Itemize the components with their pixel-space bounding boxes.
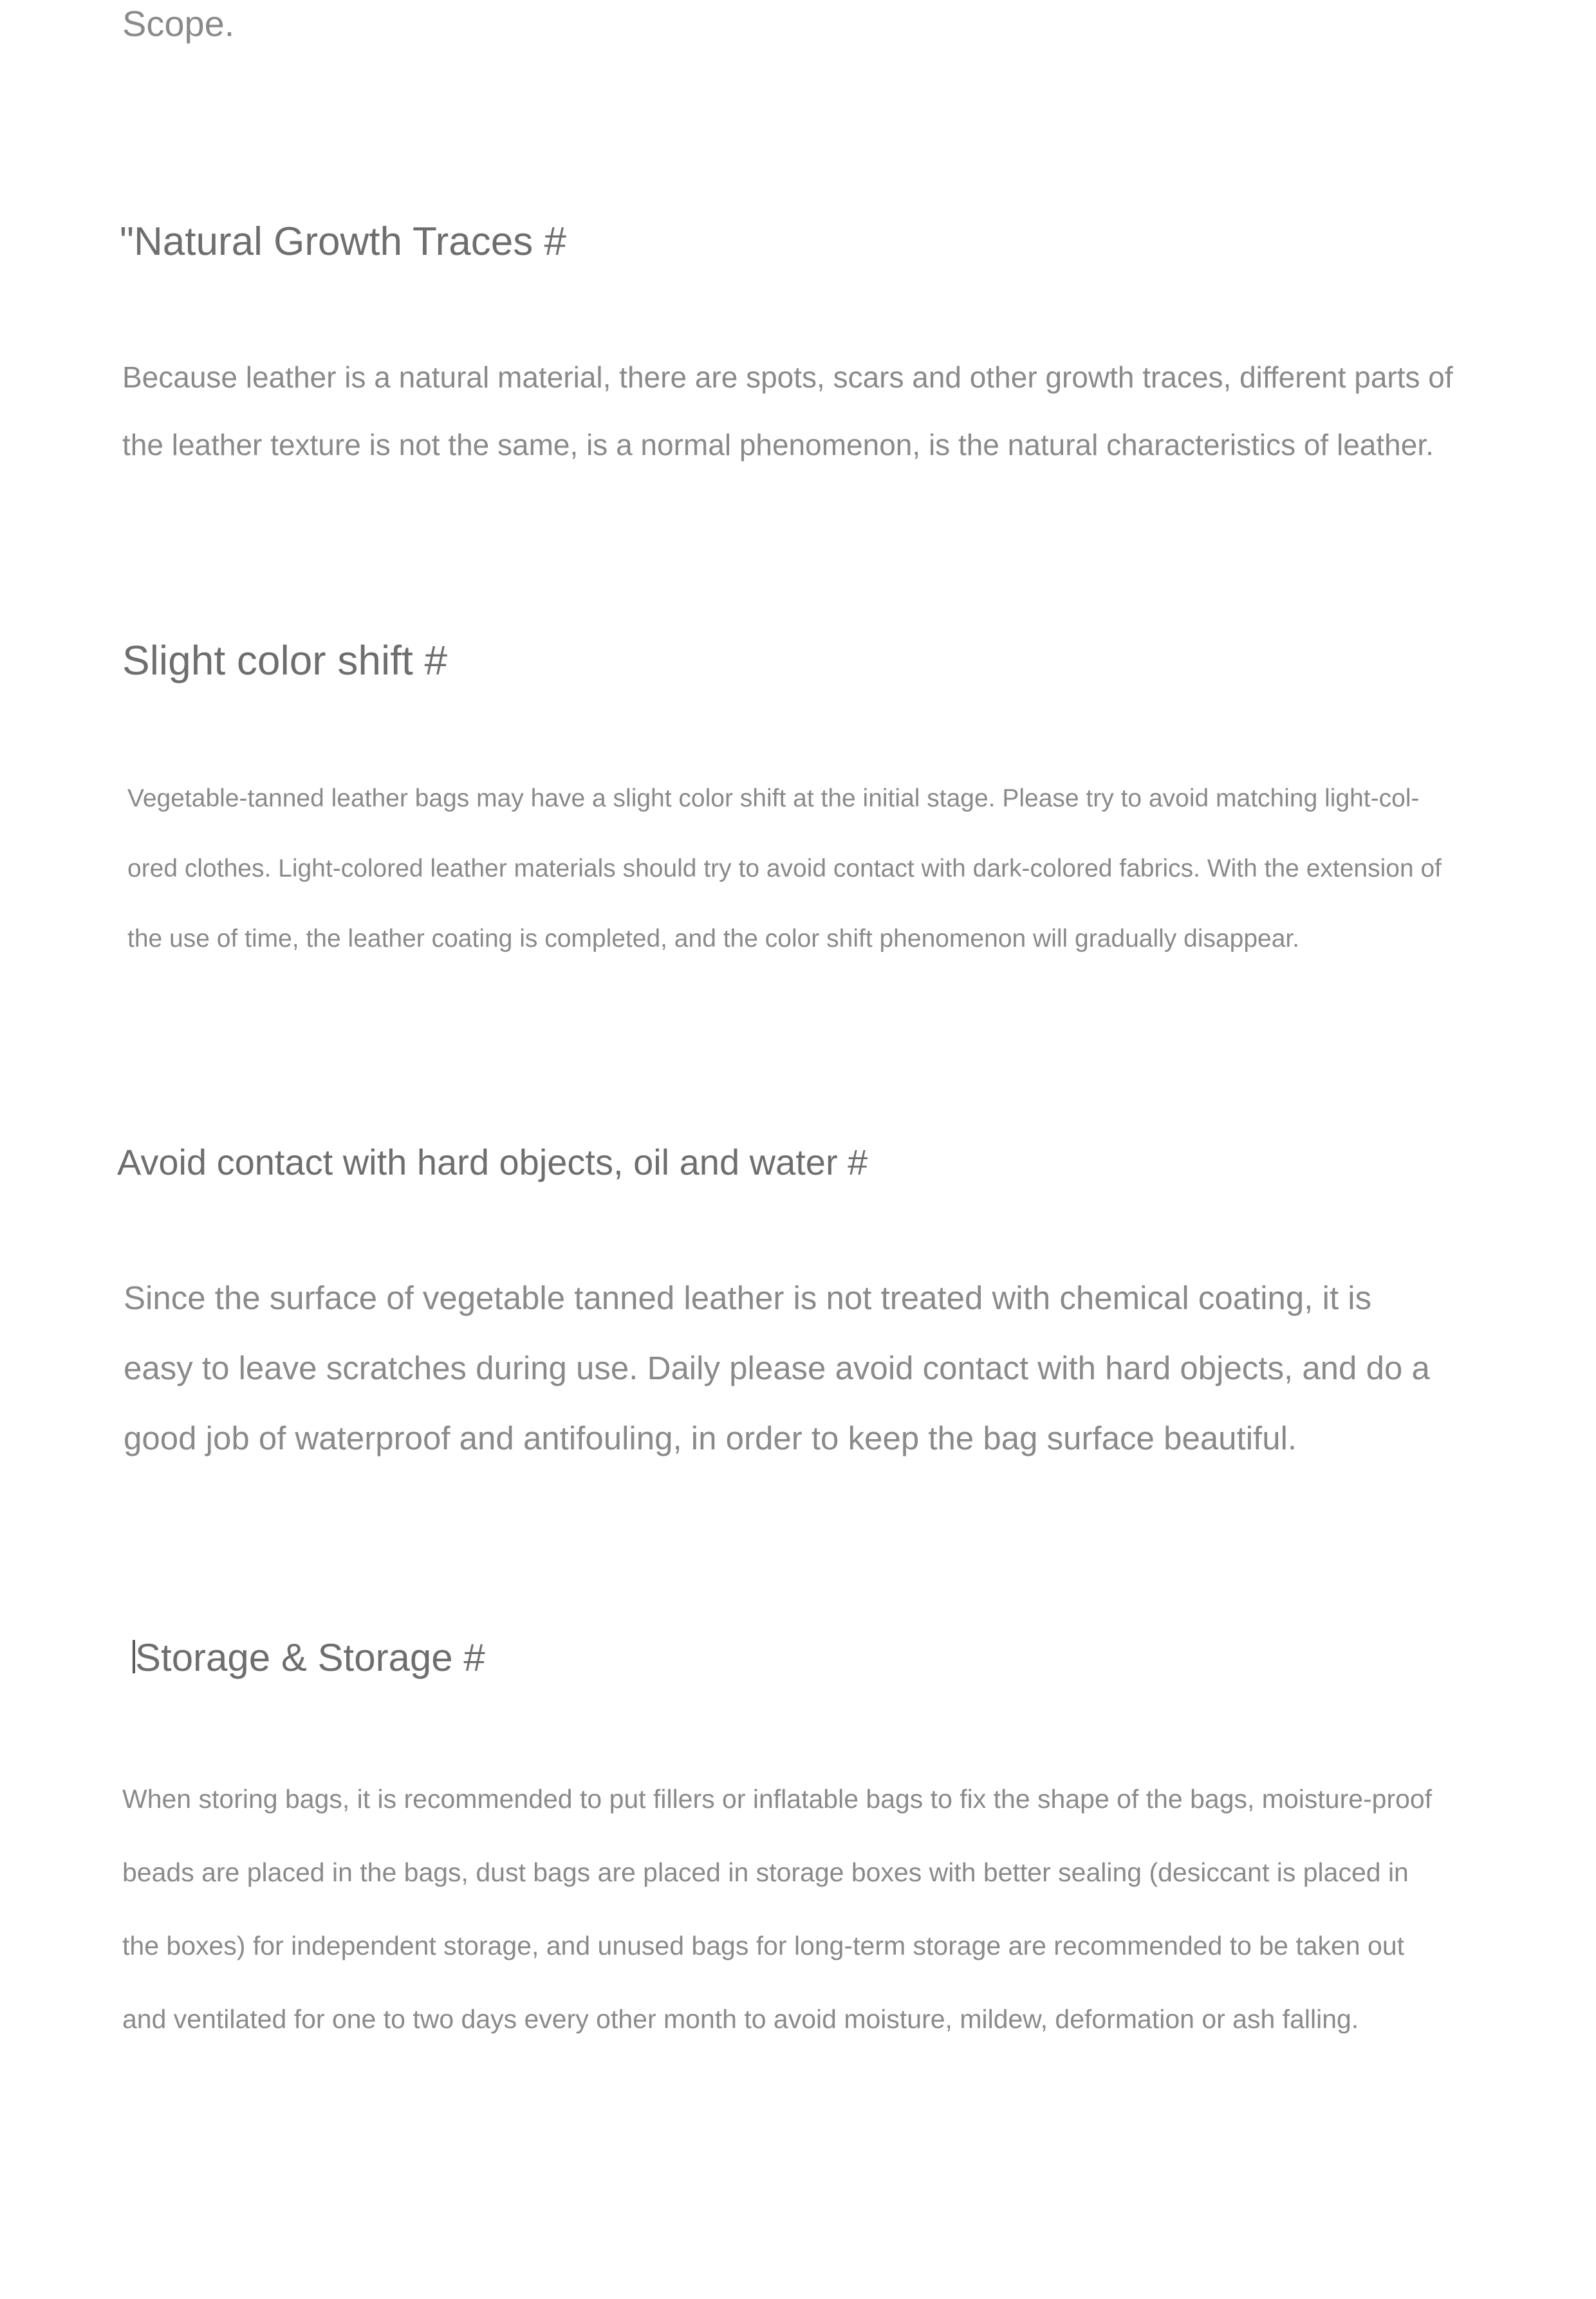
paragraph-line: When storing bags, it is recommended to put fillers or inflatable bags to fix the shape of the bags, moisture-proof bbox=[122, 1784, 1433, 1814]
paragraph-line: ored clothes. Light-colored leather materials should try to avoid contact with dark-colored fabrics. With the extension of bbox=[127, 855, 1442, 882]
section-body-natural-growth-traces bbox=[122, 344, 1453, 479]
paragraph-line: good job of waterproof and antifouling, in order to keep the bag surface beautiful. bbox=[124, 1420, 1297, 1457]
paragraph-line: Since the surface of vegetable tanned leather is not treated with chemical coating, it is bbox=[124, 1280, 1372, 1316]
paragraph-line: the use of time, the leather coating is completed, and the color shift phenomenon will gradually disappear. bbox=[127, 925, 1300, 953]
section-body-storage bbox=[122, 1762, 1432, 2056]
section-heading-storage: Storage & Storage # bbox=[135, 1636, 485, 1679]
paragraph-line: Because leather is a natural material, there are spots, scars and other growth traces, different parts of bbox=[122, 360, 1453, 394]
section-body-avoid-contact bbox=[124, 1263, 1430, 1473]
paragraph-line: Vegetable-tanned leather bags may have a slight color shift at the initial stage. Please try to avoid matching light-col- bbox=[127, 785, 1420, 812]
paragraph-line: the leather texture is not the same, is a normal phenomenon, is the natural characteristics of leather. bbox=[122, 428, 1434, 461]
paragraph-line: beads are placed in the bags, dust bags are placed in storage boxes with better sealing (desiccant is placed in bbox=[122, 1857, 1409, 1887]
section-heading-avoid-contact: Avoid contact with hard objects, oil and water # bbox=[117, 1142, 868, 1182]
section-heading-natural-growth-traces: "Natural Growth Traces # bbox=[120, 219, 566, 264]
section-heading-slight-color-shift: Slight color shift # bbox=[122, 637, 448, 684]
section-body-slight-color-shift bbox=[127, 763, 1442, 974]
paragraph-line: the boxes) for independent storage, and unused bags for long-term storage are recommended to be taken out bbox=[122, 1931, 1405, 1960]
paragraph-line: easy to leave scratches during use. Daily please avoid contact with hard objects, and do a bbox=[124, 1350, 1430, 1386]
paragraph-line: and ventilated for one to two days every other month to avoid moisture, mildew, deformation or ash falling. bbox=[122, 2004, 1359, 2034]
intro-fragment: Scope. bbox=[122, 3, 235, 44]
